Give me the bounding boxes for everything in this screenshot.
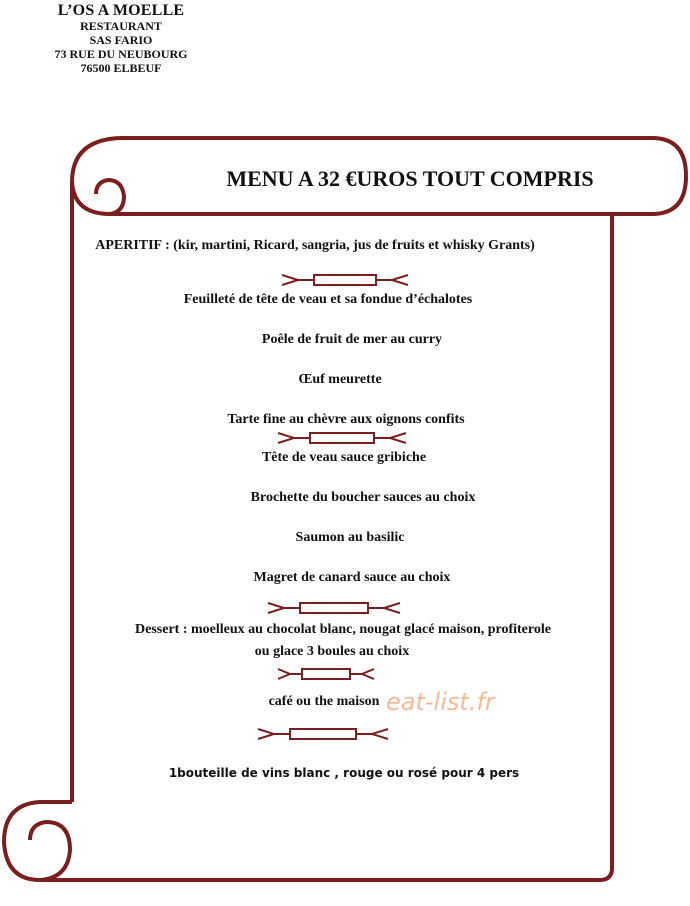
dessert-line-1: Dessert : moelleux au chocolat blanc, nougat glacé maison, profiterole	[135, 622, 551, 637]
divider-ornament	[266, 600, 402, 616]
scroll-top-curl	[72, 138, 124, 214]
divider-ornament	[276, 430, 408, 446]
divider-ornament	[280, 272, 410, 288]
main-3: Saumon au basilic	[295, 530, 405, 545]
coffee-line: café ou the maison	[268, 694, 380, 709]
restaurant-type: RESTAURANT	[80, 19, 162, 34]
starter-2: Poêle de fruit de mer au curry	[261, 332, 443, 347]
menu-title: MENU A 32 €UROS TOUT COMPRIS	[226, 166, 594, 191]
starter-4: Tarte fine au chèvre aux oignons confits	[227, 412, 465, 427]
street-address: 73 RUE DU NEUBOURG	[54, 46, 188, 61]
starter-1: Feuilleté de tête de veau et sa fondue d’échalotes	[183, 292, 473, 307]
wine-line: 1bouteille de vins blanc , rouge ou rosé pour 4 pers	[168, 766, 520, 780]
dessert-line-2: ou glace 3 boules au choix	[254, 644, 410, 659]
divider-ornament	[256, 726, 390, 742]
company-name: SAS FARIO	[89, 33, 153, 48]
aperitif-line: APERITIF : (kir, martini, Ricard, sangria, jus de fruits et whisky Grants)	[95, 238, 535, 253]
divider-ornament	[276, 666, 376, 682]
restaurant-name: L’OS A MOELLE	[57, 2, 185, 19]
main-1: Tête de veau sauce gribiche	[261, 450, 427, 465]
starter-3: Œuf meurette	[298, 372, 382, 387]
main-4: Magret de canard sauce au choix	[253, 570, 451, 585]
watermark-text: eat-list.fr	[386, 688, 495, 716]
main-2: Brochette du boucher sauces au choix	[250, 490, 476, 505]
scroll-bottom-curl	[4, 802, 72, 880]
city-address: 76500 ELBEUF	[80, 60, 162, 75]
scroll-bottom-edge	[40, 868, 612, 880]
